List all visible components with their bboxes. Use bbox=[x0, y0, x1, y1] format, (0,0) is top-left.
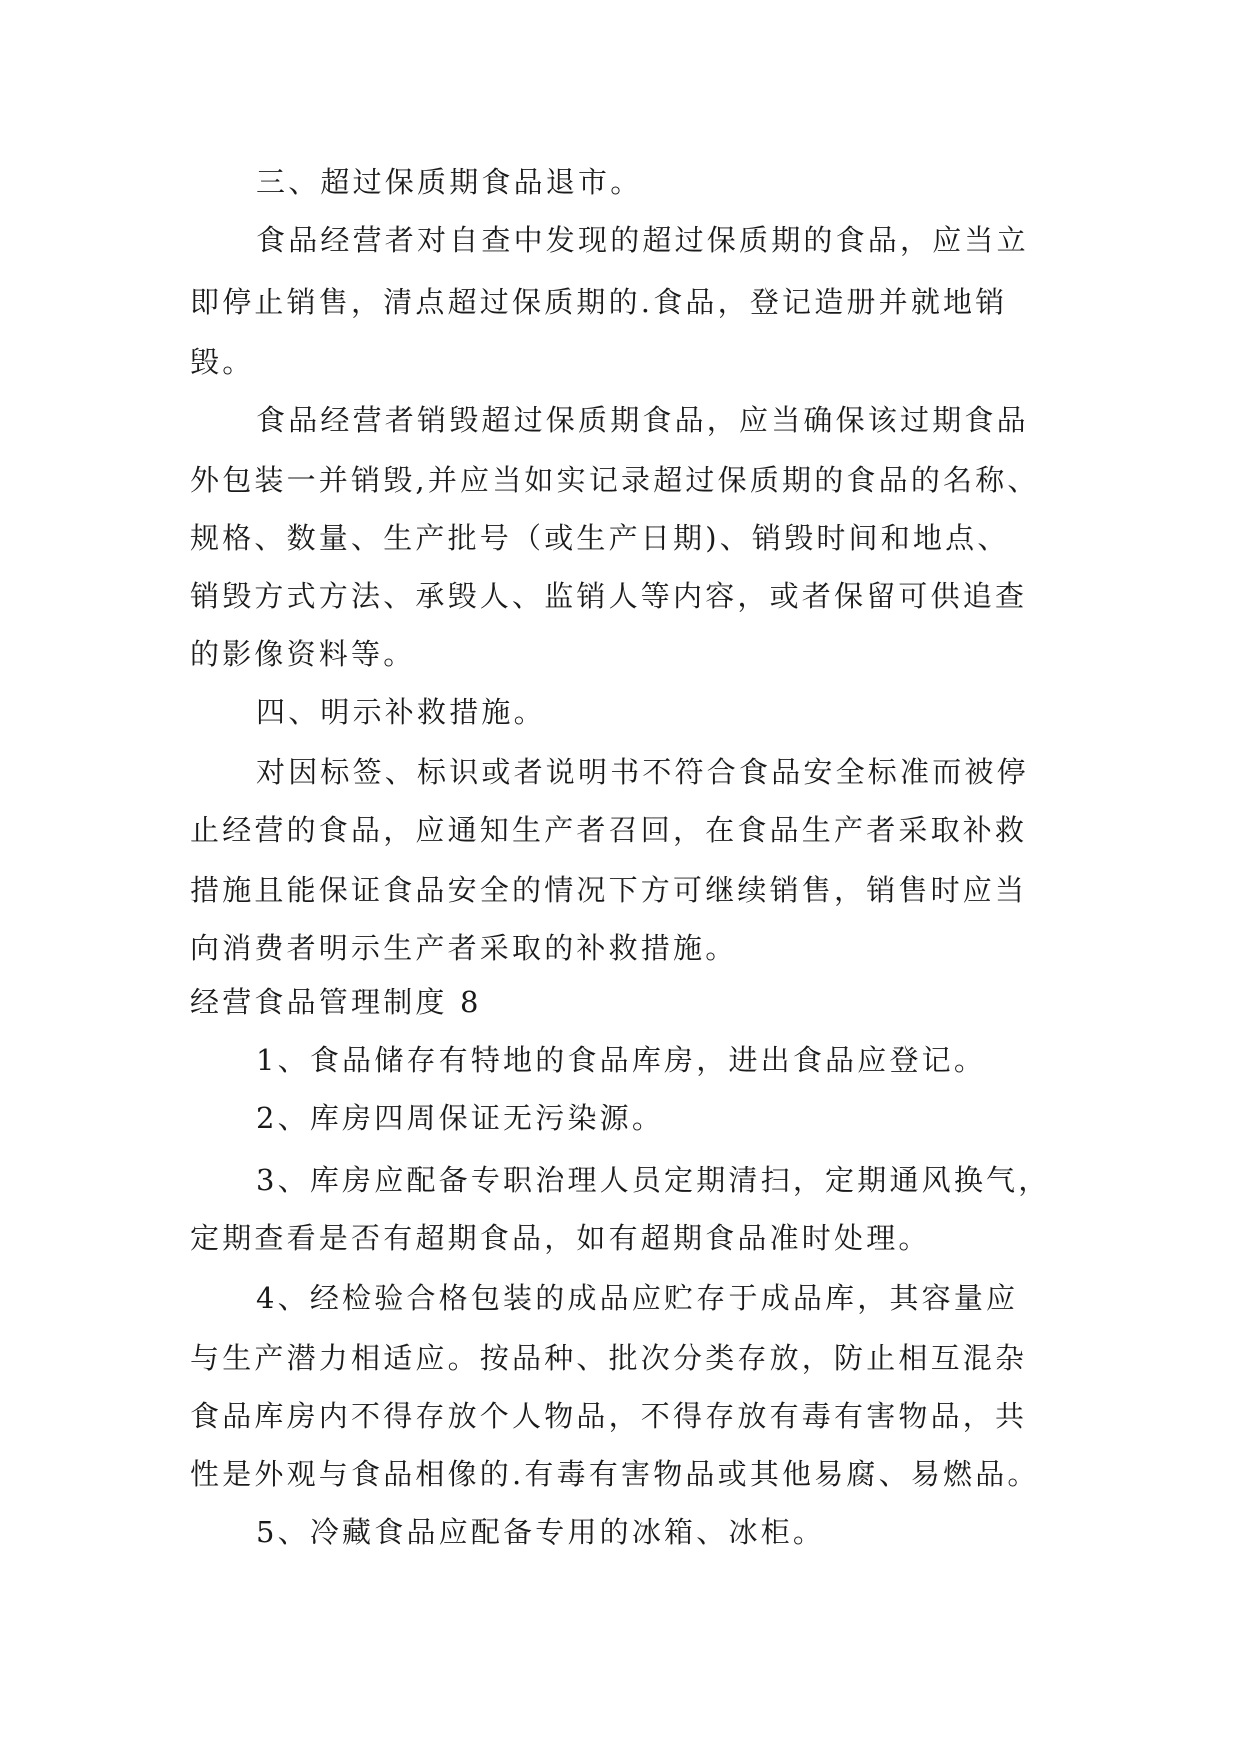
paragraph-line: 措施且能保证食品安全的情况下方可继续销售，销售时应当 bbox=[190, 873, 1028, 907]
list-item: 4、经检验合格包装的成品应贮存于成品库，其容量应 bbox=[256, 1281, 1019, 1315]
section-heading-remedial-measures: 四、明示补救措施。 bbox=[256, 695, 546, 729]
paragraph-line: 销毁方式方法、承毁人、监销人等内容，或者保留可供追查 bbox=[190, 579, 1028, 613]
paragraph-line: 食品经营者销毁超过保质期食品，应当确保该过期食品 bbox=[256, 403, 1029, 437]
document-title: 经营食品管理制度 8 bbox=[190, 985, 482, 1019]
paragraph-line: 定期查看是否有超期食品，如有超期食品准时处理。 bbox=[190, 1221, 931, 1255]
paragraph-line: 向消费者明示生产者采取的补救措施。 bbox=[190, 931, 738, 965]
paragraph-line: 止经营的食品，应通知生产者召回，在食品生产者采取补救 bbox=[190, 813, 1028, 847]
section-heading-expired-food-removal: 三、超过保质期食品退市。 bbox=[256, 165, 643, 199]
paragraph-line: 食品库房内不得存放个人物品，不得存放有毒有害物品，共 bbox=[190, 1399, 1028, 1433]
list-item: 1、食品储存有特地的食品库房，进出食品应登记。 bbox=[256, 1043, 987, 1077]
paragraph-line: 食品经营者对自查中发现的超过保质期的食品，应当立 bbox=[256, 223, 1029, 257]
paragraph-line: 即停止销售，清点超过保质期的.食品，登记造册并就地销 bbox=[190, 285, 1008, 319]
paragraph-line: 对因标签、标识或者说明书不符合食品安全标准而被停 bbox=[256, 755, 1029, 789]
paragraph-line: 毁。 bbox=[190, 345, 255, 379]
paragraph-line: 规格、数量、生产批号（或生产日期)、销毁时间和地点、 bbox=[190, 521, 1010, 555]
list-item: 5、冷藏食品应配备专用的冰箱、冰柜。 bbox=[256, 1515, 826, 1549]
list-item: 2、库房四周保证无污染源。 bbox=[256, 1101, 665, 1135]
paragraph-line: 的影像资料等。 bbox=[190, 637, 416, 671]
list-item: 3、库房应配备专职治理人员定期清扫，定期通风换气， bbox=[256, 1163, 1051, 1197]
paragraph-line: 外包装一并销毁,并应当如实记录超过保质期的食品的名称、 bbox=[190, 463, 1040, 497]
paragraph-line: 与生产潜力相适应。按品种、批次分类存放，防止相互混杂 bbox=[190, 1341, 1028, 1375]
paragraph-line: 性是外观与食品相像的.有毒有害物品或其他易腐、易燃品。 bbox=[190, 1457, 1040, 1491]
